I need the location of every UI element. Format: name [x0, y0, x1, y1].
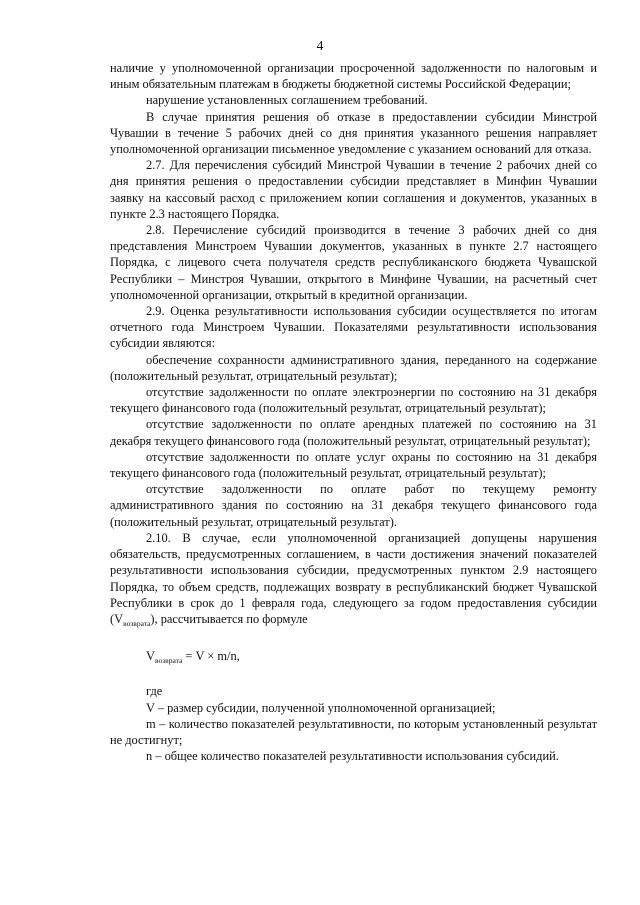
formula-lhs: V: [146, 649, 155, 664]
paragraph-4: 2.8. Перечисление субсидий производится в течение 3 рабочих дней со дня представления Минстроем Чувашии документов, указанных в пункте 2.7 настоящего Порядка, с лицевого счета получателя средств республиканского бюджета Чувашской Республики – Минстроя Чувашии, открытого в Минфине Чувашии, на расчетный счет уполномоченной организации, открытый в кредитной организации.: [110, 223, 597, 302]
where-label: где: [146, 684, 163, 699]
definition-m: m – количество показателей результативности, по которым установленный результат не достигнут;: [110, 716, 597, 747]
paragraph-9: отсутствие задолженности по оплате услуг охраны по состоянию на 31 декабря текущего финансового года (положительный результат, отрицательный результат);: [110, 449, 597, 481]
definition-n: n – общее количество показателей результативности использования субсидий.: [146, 749, 559, 764]
paragraph-11: [110, 530, 597, 632]
formula: [110, 648, 597, 669]
paragraph-3: 2.7. Для перечисления субсидий Минстрой Чувашии в течение 2 рабочих дней со дня принятия решения о предоставлении субсидии представляет в Минфин Чувашии заявку на кассовый расход с приложением копии соглашения и документов, указанных в пункте 2.3 настоящего Порядка.: [110, 158, 597, 221]
paragraph-11-tail: ), рассчитывается по формуле: [150, 611, 308, 626]
page-number: 4: [316, 38, 324, 53]
paragraph-7: отсутствие задолженности по оплате электроэнергии по состоянию на 31 декабря текущего финансового года (положительный результат, отрицательный результат);: [110, 385, 597, 416]
paragraph-1: нарушение установленных соглашением требований.: [146, 93, 428, 108]
paragraph-11-subscript: возврата: [123, 618, 151, 628]
paragraph-0: наличие у уполномоченной организации просроченной задолженности по налоговым и иным обязательным платежам в бюджеты бюджетной системы Российской Федерации;: [110, 61, 597, 92]
document-body: [110, 60, 597, 764]
paragraph-2: В случае принятия решения об отказе в предоставлении субсидии Минстрой Чувашии в течение 5 рабочих дней со дня принятия указанного решения направляет уполномоченной организации письменное уведомление с указанием оснований для отказа.: [110, 109, 597, 157]
paragraph-6: обеспечение сохранности административного здания, переданного на содержание (положительный результат, отрицательный результат);: [110, 352, 597, 383]
formula-rhs: = V × m/n,: [182, 649, 240, 664]
paragraph-11-text: 2.10. В случае, если уполномоченной организацией допущены нарушения обязательств, предусмотренных соглашением, в части достижения значений показателей результативности использования субсидии, предусмотренных пунктом 2.9 настоящего Порядка, то объем средств, подлежащих возврату в республиканский бюджет Чувашской Республики в срок до 1 февраля года, следующего за годом предоставления субсидии (V: [110, 530, 597, 626]
paragraph-5: 2.9. Оценка результативности использования субсидии осуществляется по итогам отчетного года Минстроем Чувашии. Показателями результативности использования субсидии являются:: [110, 304, 597, 351]
paragraph-8: отсутствие задолженности по оплате арендных платежей по состоянию на 31 декабря текущего финансового года (положительный результат, отрицательный результат);: [110, 417, 597, 448]
definition-v: V – размер субсидии, полученной уполномоченной организацией;: [146, 700, 496, 715]
formula-lhs-subscript: возврата: [154, 656, 183, 666]
paragraph-10: отсутствие задолженности по оплате работ по текущему ремонту административного здания по состоянию на 31 декабря текущего финансового года (положительный результат, отрицательный результат).: [110, 482, 597, 529]
